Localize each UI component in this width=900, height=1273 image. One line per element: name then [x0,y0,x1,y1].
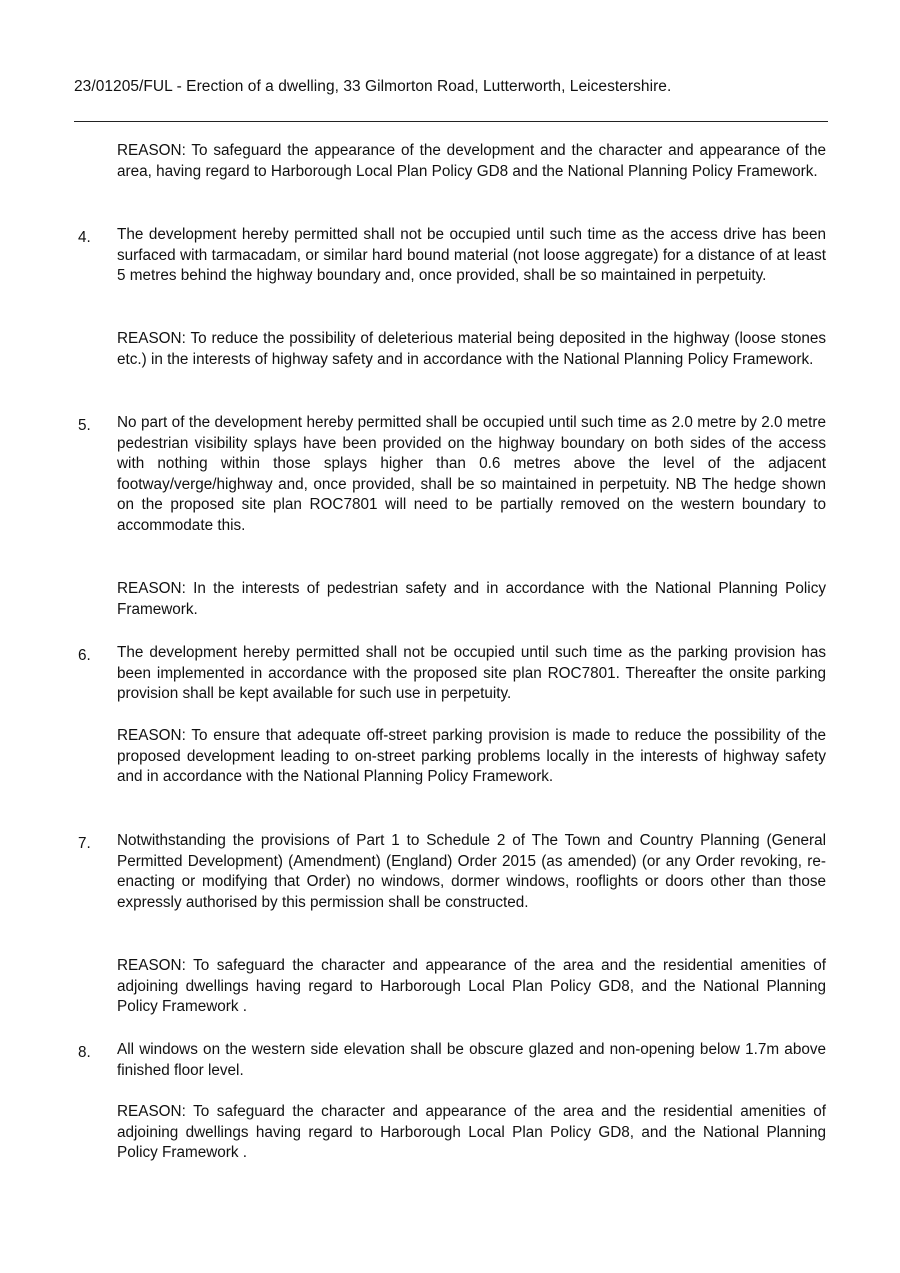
reason-7: REASON: To safeguard the character and appearance of the area and the residential amenities of adjoining dwellings having regard to Harborough Local Plan Policy GD8, and the National Planning Policy Framework . [117,957,826,1016]
reason-3: REASON: To safeguard the appearance of the development and the character and appearance of the area, having regard to Harborough Local Plan Policy GD8 and the National Planning Policy Framework. [117,142,826,180]
reason-4: REASON: To reduce the possibility of deleterious material being deposited in the highway (loose stones etc.) in the interests of highway safety and in accordance with the National Planning Policy Framework. [117,330,826,368]
header-divider [74,121,828,122]
condition-7-number: 7. [78,835,91,852]
condition-7: Notwithstanding the provisions of Part 1 to Schedule 2 of The Town and Country Planning (General Permitted Development) (Amendment) (England) Order 2015 (as amended) (or any Order revoking, re-enacting or modifying that Order) no windows, dormer windows, rooflights or doors other than those expressly authorised by this permission shall be constructed. [117,832,826,911]
condition-6-number: 6. [78,647,91,664]
condition-8-number: 8. [78,1044,91,1061]
condition-4-number: 4. [78,229,91,246]
condition-6: The development hereby permitted shall not be occupied until such time as the parking provision has been implemented in accordance with the proposed site plan ROC7801. Thereafter the onsite parking provision shall be kept available for such use in perpetuity. [117,644,826,703]
condition-5-number: 5. [78,417,91,434]
condition-4: The development hereby permitted shall not be occupied until such time as the access drive has been surfaced with tarmacadam, or similar hard bound material (not loose aggregate) for a distance of at least 5 metres behind the highway boundary and, once provided, shall be so maintained in perpetuity. [117,226,826,285]
condition-8: All windows on the western side elevation shall be obscure glazed and non-opening below 1.7m above finished floor level. [117,1041,826,1079]
reason-6: REASON: To ensure that adequate off-street parking provision is made to reduce the possibility of the proposed development leading to on-street parking problems locally in the interests of highway safety and in accordance with the National Planning Policy Framework. [117,727,826,786]
reason-5: REASON: In the interests of pedestrian safety and in accordance with the National Planning Policy Framework. [117,580,826,618]
condition-5: No part of the development hereby permitted shall be occupied until such time as 2.0 metre by 2.0 metre pedestrian visibility splays have been provided on the highway boundary on both sides of the access with nothing within those splays higher than 0.6 metres above the level of the adjacent footway/verge/highway and, once provided, shall be so maintained in perpetuity. NB The hedge shown on the proposed site plan ROC7801 will need to be partially removed on the western boundary to accommodate this. [117,414,826,534]
page-header: 23/01205/FUL - Erection of a dwelling, 33 Gilmorton Road, Lutterworth, Leicestershire. [74,78,672,95]
reason-8: REASON: To safeguard the character and appearance of the area and the residential amenities of adjoining dwellings having regard to Harborough Local Plan Policy GD8, and the National Planning Policy Framework . [117,1103,826,1162]
